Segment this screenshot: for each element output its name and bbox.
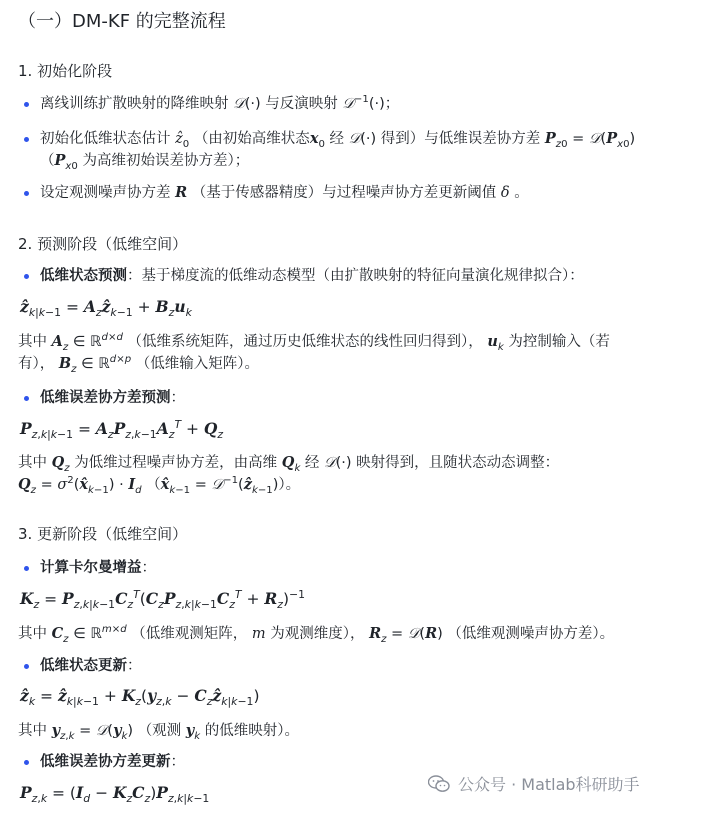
wechat-icon (428, 775, 450, 793)
list-item: 低维误差协方差更新： (26, 751, 706, 773)
page-title: （一）DM-KF 的完整流程 (18, 11, 226, 32)
bullet-icon (24, 566, 29, 571)
bullet-icon (24, 102, 29, 107)
bullet-icon (24, 396, 29, 401)
section-heading-update: 3. 更新阶段（低维空间） (18, 525, 188, 543)
section-heading-predict: 2. 预测阶段（低维空间） (18, 235, 188, 253)
paragraph-state-where: 其中 $A_z$ ∈ ℝ$^{d\times d}$ （低维系统矩阵，通过历史低维状态的线性回归得到）， $u_k$ 为控制输入（若 有）， $B_z$ ∈ ℝ$^{d\times p}$ （低维输入矩阵）。 (18, 332, 610, 375)
list-item: 设定观测噪声协方差 R （基于传感器精度）与过程噪声协方差更新阈值 δ 。 (26, 182, 706, 204)
equation-state-update: ẑ$_k$ = ẑ$_{k|k-1}$ + $K_z(y_{z,k}$ − $C_zẑ_{k|k-1}$) (20, 686, 260, 709)
equation-cov-predict: $P_{z,k|k-1} = A_zP_{z,k-1}A_z^T + Q_z$ (20, 417, 224, 442)
bullet-icon (24, 760, 29, 765)
equation-state-predict: ẑ$_{k|k-1}$ = $A_zẑ_{k-1} + B_zu_k$ (20, 297, 192, 320)
list-item: 低维状态预测：基于梯度流的低维动态模型（由扩散映射的特征向量演化规律拟合）： (26, 265, 706, 287)
bullet-icon (24, 191, 29, 196)
bullet-icon (24, 274, 29, 279)
watermark: 公众号 · Matlab科研助手 (428, 772, 640, 795)
paragraph-gain-where: 其中 $C_z$ ∈ ℝ$^{m\times d}$ （低维观测矩阵， m 为观测维度）， $R_z$ = 𝒟(R) （低维观测噪声协方差）。 (18, 624, 615, 645)
list-item: 计算卡尔曼增益： (26, 557, 706, 579)
list-item: 初始化低维状态估计 ẑ$_0$ （由初始高维状态$x_0$ 经 𝒟(·) 得到）与低维误差协方差 $P_{z0}$ = $𝒟(P_{x0})$ （$P_{x0}$ 为高维初始误差协方差）； (26, 128, 706, 172)
section-heading-init: 1. 初始化阶段 (18, 62, 113, 80)
paragraph-state-update-where: 其中 $y_{z,k}$ = $𝒟(y_k)$ （观测 $y_k$ 的低维映射）。 (18, 722, 299, 742)
list-item: 低维误差协方差预测： (26, 387, 706, 409)
bullet-icon (24, 664, 29, 669)
list-item: 低维状态更新： (26, 655, 706, 677)
bullet-icon (24, 137, 29, 142)
equation-cov-update: $P_{z,k} = (I_d - K_zC_z)P_{z,k|k-1}$ (20, 783, 210, 806)
paragraph-cov-where: 其中 $Q_z$ 为低维过程噪声协方差，由高维 $Q_k$ 经 𝒟(·) 映射得到，且随状态动态调整： $Q_z$ = $\sigma^2(x̂_{k-1}) \cdot I_d$ （$x̂_{k-1}$ = 𝒟$^{-1}$(ẑ$_{k-1}$)）。 (18, 454, 560, 496)
equation-kalman-gain: $K_z = P_{z,k|k-1}C_z^T(C_zP_{z,k|k-1}C_z^T + R_z)^{-1}$ (20, 587, 306, 612)
list-item: 离线训练扩散映射的降维映射 𝒟(·) 与反演映射 𝒟$^{-1}$(·)； (26, 93, 706, 115)
